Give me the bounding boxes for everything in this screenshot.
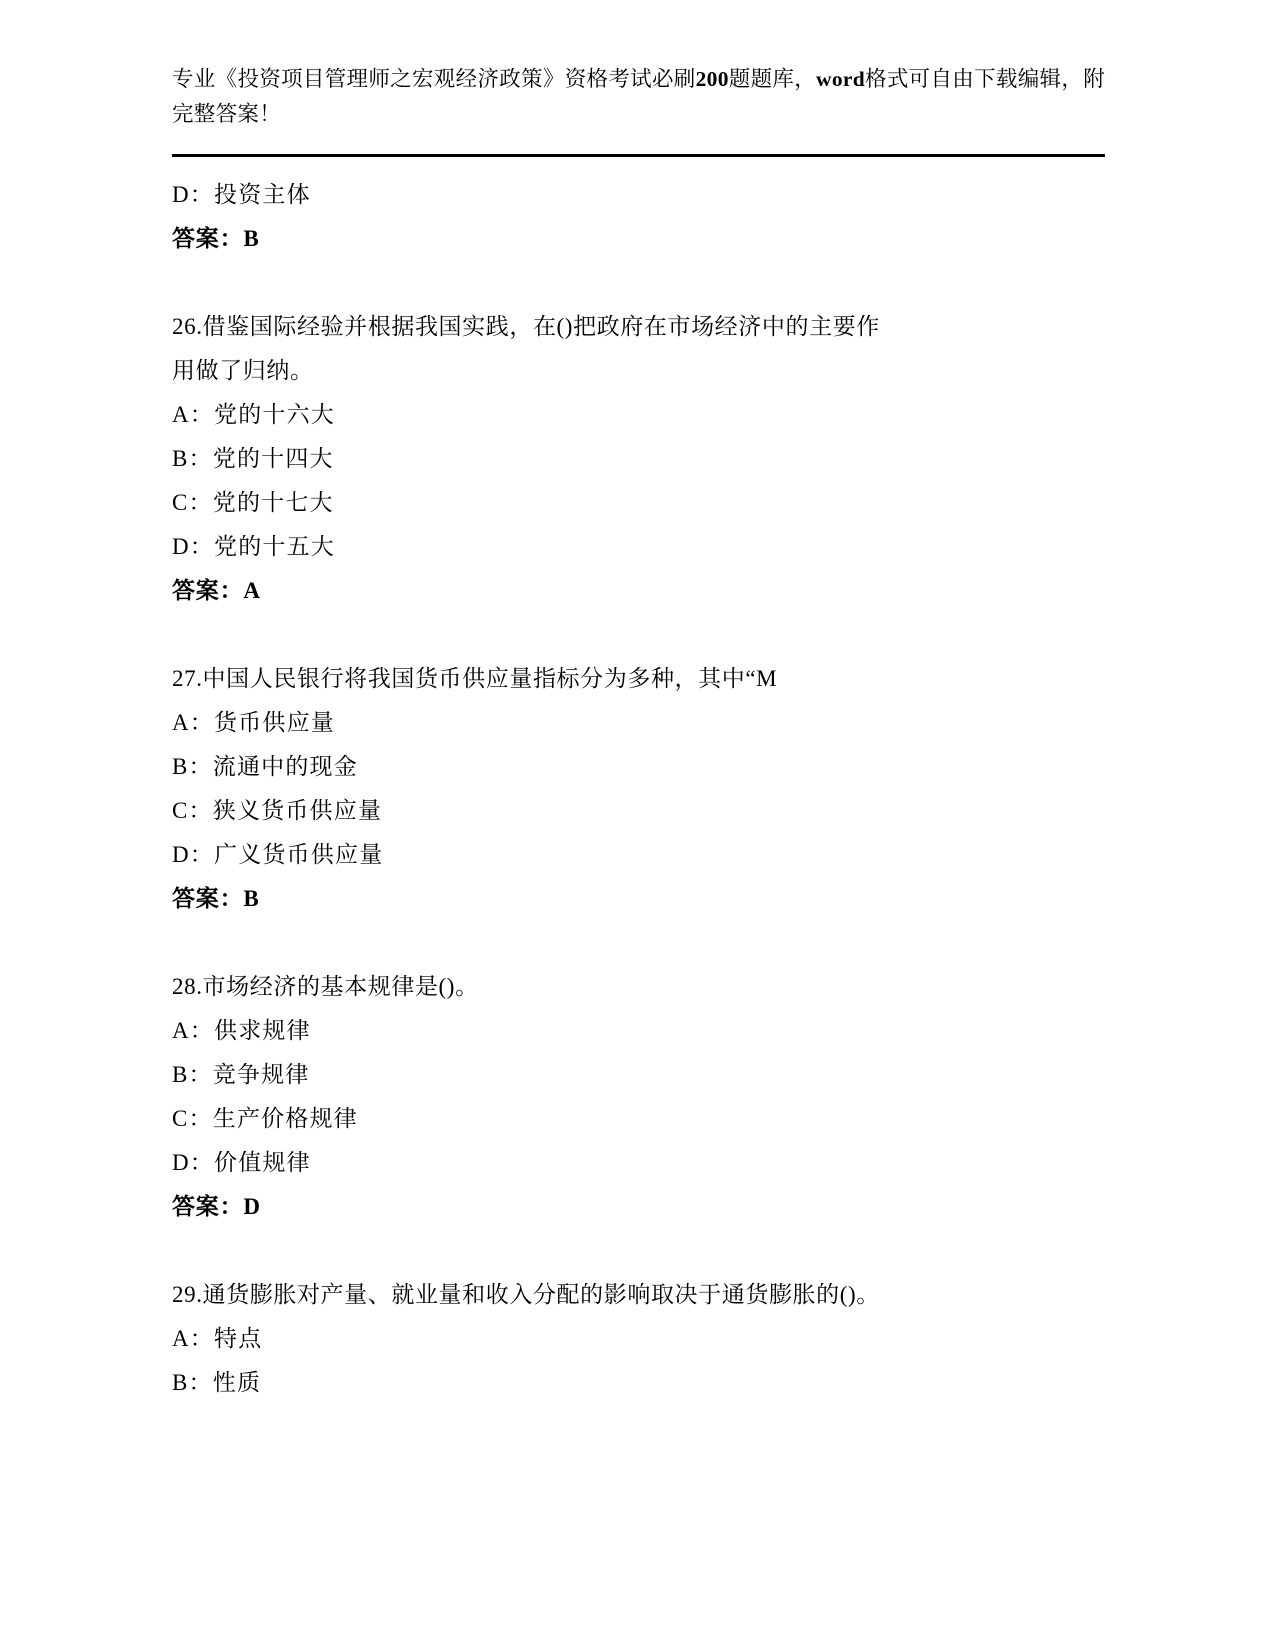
question-block (172, 965, 1105, 1229)
option-d: D：党的十五大 (172, 534, 336, 559)
document-body (172, 173, 1105, 1405)
carryover-answer: 答案：B (172, 226, 260, 251)
question-stem: 26.借鉴国际经验并根据我国实践，在()把政府在市场经济中的主要作 (172, 314, 880, 339)
option-c: C：生产价格规律 (172, 1106, 358, 1131)
option-b: B：竞争规律 (172, 1062, 310, 1087)
header-divider (172, 154, 1105, 157)
option-a: A：供求规律 (172, 1018, 311, 1043)
option-b: B：性质 (172, 1370, 262, 1395)
question-stem: 27.中国人民银行将我国货币供应量指标分为多种，其中“M (172, 666, 778, 691)
option-c: C：党的十七大 (172, 490, 334, 515)
question-block (172, 305, 1105, 613)
option-d: D：价值规律 (172, 1150, 311, 1175)
option-d: D：广义货币供应量 (172, 842, 384, 867)
carryover-block (172, 173, 1105, 261)
header-text-part3: 格式可自由下载编辑，附完整答案！ (172, 67, 1105, 126)
option-a: A：货币供应量 (172, 710, 336, 735)
question-stem-continued: 用做了归纳。 (172, 358, 314, 383)
option-b: B：党的十四大 (172, 446, 334, 471)
header-text-format: word (816, 67, 866, 91)
option-b: B：流通中的现金 (172, 754, 358, 779)
question-block (172, 657, 1105, 921)
question-stem: 29.通货膨胀对产量、就业量和收入分配的影响取决于通货膨胀的()。 (172, 1282, 880, 1307)
header-text-part2: 题题库， (728, 67, 817, 91)
answer-line: 答案：A (172, 578, 261, 603)
header-text-count: 200 (695, 67, 729, 91)
page-header (172, 62, 1105, 132)
answer-line: 答案：B (172, 886, 260, 911)
option-a: A：特点 (172, 1326, 263, 1351)
carryover-option-d: D：投资主体 (172, 182, 311, 207)
option-c: C：狭义货币供应量 (172, 798, 383, 823)
question-block (172, 1273, 1105, 1405)
header-text-part1: 专业《投资项目管理师之宏观经济政策》资格考试必刷 (172, 67, 696, 91)
option-a: A：党的十六大 (172, 402, 336, 427)
answer-line: 答案：D (172, 1194, 261, 1219)
question-stem: 28.市场经济的基本规律是()。 (172, 974, 479, 999)
